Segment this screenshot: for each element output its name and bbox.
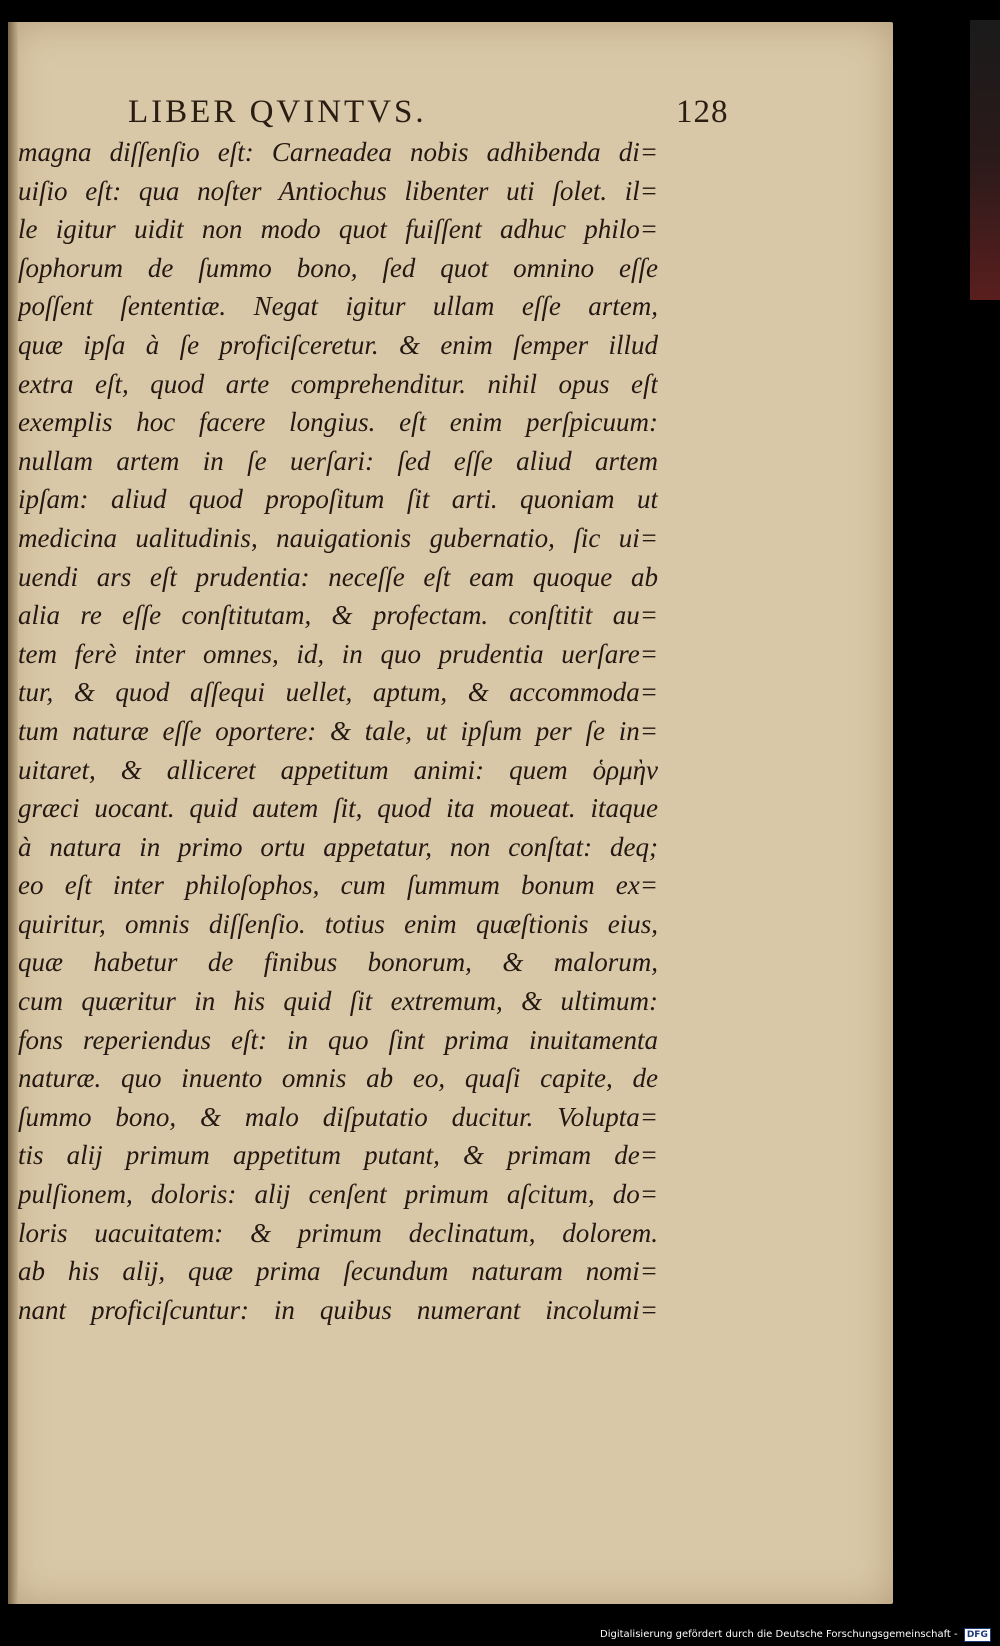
page-number: 128: [676, 94, 729, 130]
color-reference-strip: [970, 20, 1000, 300]
text-line: medicina ualitudinis, nauigationis gubernatio, ſic ui=: [18, 522, 658, 553]
funding-note: Digitalisierung gefördert durch die Deutsche Forschungsgemeinschaft -: [600, 1629, 958, 1640]
text-line: uendi ars eſt prudentia: neceſſe eſt eam quoque ab: [18, 561, 658, 592]
text-line: tur, & quod aſſequi uellet, aptum, & accommoda=: [18, 677, 658, 708]
text-line: poſſent ſententiæ. Negat igitur ullam eſſe artem,: [18, 291, 658, 322]
text-line: alia re eſſe conſtitutam, & profectam. conſtitit au=: [18, 600, 658, 631]
text-line: nullam artem in ſe uerſari: ſed eſſe aliud artem: [18, 445, 658, 476]
body-text: [18, 133, 658, 1329]
text-line: tis alij primum appetitum putant, & primam de=: [18, 1140, 658, 1171]
text-line: à natura in primo ortu appetatur, non conſtat: deq;: [18, 831, 658, 862]
text-line: le igitur uidit non modo quot fuiſſent adhuc philo=: [18, 214, 658, 245]
text-line: ab his alij, quæ prima ſecundum naturam nomi=: [18, 1256, 658, 1287]
text-line: græci uocant. quid autem ſit, quod ita moueat. itaque: [18, 793, 658, 824]
text-line: ſummo bono, & malo diſputatio ducitur. Volupta=: [18, 1101, 658, 1132]
funding-footer: [600, 1626, 998, 1644]
text-line: uiſio eſt: qua noſter Antiochus libenter uti ſolet. il=: [18, 175, 658, 206]
text-line: eo eſt inter philoſophos, cum ſummum bonum ex=: [18, 870, 658, 901]
text-line: uitaret, & alliceret appetitum animi: quem ὁρμὴν: [18, 754, 658, 785]
text-line: nant proficiſcuntur: in quibus numerant incolumi=: [18, 1294, 658, 1325]
text-line: ipſam: aliud quod propoſitum ſit arti. quoniam ut: [18, 484, 658, 515]
running-title: LIBER QVINTVS.: [128, 94, 427, 130]
text-line: ſophorum de ſummo bono, ſed quot omnino eſſe: [18, 252, 658, 283]
dfg-logo: DFG: [964, 1628, 991, 1642]
text-line: tem ferè inter omnes, id, in quo prudentia uerſare=: [18, 638, 658, 669]
running-head: [128, 94, 729, 134]
text-line: magna diſſenſio eſt: Carneadea nobis adhibenda di=: [18, 137, 658, 167]
text-line: pulſionem, doloris: alij cenſent primum aſcitum, do=: [18, 1179, 658, 1210]
text-line: naturæ. quo inuento omnis ab eo, quaſi capite, de: [18, 1063, 658, 1094]
text-line: fons reperiendus eſt: in quo ſint prima inuitamenta: [18, 1024, 658, 1055]
text-line: tum naturæ eſſe oportere: & tale, ut ipſum per ſe in=: [18, 715, 658, 746]
text-line: cum quæritur in his quid ſit extremum, & ultimum:: [18, 986, 658, 1017]
text-line: loris uacuitatem: & primum declinatum, dolorem.: [18, 1217, 658, 1248]
text-line: quiritur, omnis diſſenſio. totius enim quæſtionis eius,: [18, 908, 658, 939]
text-line: exemplis hoc facere longius. eſt enim perſpicuum:: [18, 407, 658, 438]
text-line: quæ ipſa à ſe proficiſceretur. & enim ſemper illud: [18, 329, 658, 360]
page-gutter-edge: [8, 22, 18, 1604]
text-line: quæ habetur de finibus bonorum, & malorum,: [18, 947, 658, 978]
text-line: extra eſt, quod arte comprehenditur. nihil opus eſt: [18, 368, 658, 399]
